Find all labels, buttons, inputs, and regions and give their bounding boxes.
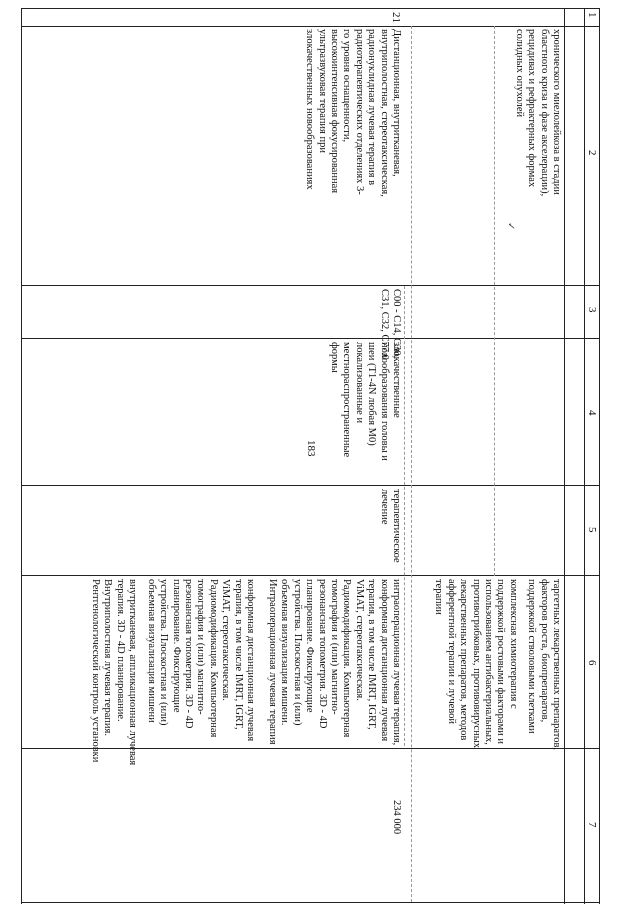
table-line bbox=[22, 338, 600, 339]
text-line: конформная дистанционная лучевая bbox=[378, 579, 390, 742]
text-line: шеи (T1-4N любая M0) bbox=[366, 342, 378, 446]
text-line: рецидивах и рефрактерных формах bbox=[526, 29, 538, 188]
text-line: объемная визуализация мишени bbox=[145, 579, 157, 723]
text-line: конформная дистанционная лучевая bbox=[245, 579, 256, 742]
row-number: 21 bbox=[390, 12, 402, 23]
table-line bbox=[599, 8, 600, 904]
text-line: факторов роста, биопрепаратов, bbox=[538, 579, 550, 723]
row-col2 bbox=[303, 29, 402, 197]
text-line: устройства. Плоскостная и (или) bbox=[158, 579, 170, 726]
text-line: афферентной терапии и лучевой bbox=[445, 579, 457, 725]
text-line: формы bbox=[328, 342, 340, 373]
text-line: С00 - С14, С30, bbox=[391, 289, 402, 359]
text-line: злокачественные bbox=[391, 342, 402, 418]
text-line: терапия, в том числе IMRT, IGRT, bbox=[366, 579, 378, 730]
column-header: 7 bbox=[586, 822, 598, 828]
text-line: Радиомодификация. Компьютерная bbox=[207, 579, 219, 738]
text-line: устройства. Плоскостная и (или) bbox=[291, 579, 303, 726]
table-line bbox=[584, 8, 585, 904]
text-line: солидных опухолей bbox=[513, 29, 525, 118]
table-line bbox=[21, 8, 22, 904]
text-line: терапия. 3D - 4D планирование. bbox=[114, 579, 126, 722]
continuation-col2 bbox=[512, 29, 562, 196]
column-header: 5 bbox=[586, 527, 598, 533]
table-line bbox=[22, 485, 600, 486]
text-line: томография и (или) магнитно- bbox=[328, 579, 340, 715]
text-line: локализованные и bbox=[353, 342, 365, 424]
text-line: терапии bbox=[433, 579, 445, 615]
row-col6-intraoperative bbox=[266, 579, 402, 745]
text-line: Интраоперационная лучевая терапия bbox=[266, 579, 278, 745]
column-header: 2 bbox=[586, 150, 598, 156]
text-line: интраоперационная лучевая терапия, bbox=[391, 579, 402, 746]
text-line: радионуклидная лучевая терапия в bbox=[366, 29, 378, 186]
text-line: терапия, в том числе IMRT, IGRT, bbox=[232, 579, 244, 730]
table-line bbox=[22, 575, 600, 576]
text-line: объемная визуализация мишени. bbox=[279, 579, 291, 726]
text-line: резонансная топометрия. 3D - 4D bbox=[182, 579, 194, 729]
text-line: местнораспространенные bbox=[341, 342, 353, 458]
text-line: использованием антибактериальных, bbox=[482, 579, 494, 745]
text-line: бластного криза и фазе акселерации), bbox=[538, 29, 550, 197]
text-line: внутриполостная, стереотаксическая, bbox=[378, 29, 390, 197]
text-line: комплексная химиотерапия с bbox=[507, 579, 519, 709]
text-line: Дистанционная, внутритканевая, bbox=[391, 29, 402, 177]
row-price: 234 000 bbox=[391, 800, 402, 835]
row-col6-conformal bbox=[144, 579, 256, 741]
pen-mark: ✓ bbox=[505, 222, 516, 231]
text-line: внутритканевая, аппликационная лучевая bbox=[127, 579, 138, 766]
page-number: 183 bbox=[305, 440, 317, 457]
column-header: 4 bbox=[586, 410, 598, 416]
table-line bbox=[22, 26, 600, 27]
text-line: лечение bbox=[378, 489, 390, 525]
text-line: ультразвуковая терапия при bbox=[316, 29, 328, 153]
text-line: радиотерапевтических отделениях 3- bbox=[353, 29, 365, 195]
row-col6-interstitial bbox=[88, 579, 138, 765]
text-line: терапевтическое bbox=[391, 489, 402, 563]
text-line: таргетных лекарственных препаратов, bbox=[551, 579, 562, 751]
text-line: го уровня оснащенности, bbox=[341, 29, 353, 143]
text-line: новообразования головы и bbox=[378, 342, 390, 461]
text-line: хронического миелолейкоза в стадии bbox=[551, 29, 562, 195]
scan-artifact bbox=[494, 26, 495, 576]
text-line: Внутриполостная лучевая терапия. bbox=[102, 579, 114, 737]
text-line: планирование. Фиксирующие bbox=[170, 579, 182, 713]
column-header: 3 bbox=[586, 307, 598, 313]
column-header: 1 bbox=[586, 12, 598, 18]
table-line bbox=[22, 8, 600, 9]
text-line: высокоинтенсивная фокусированная bbox=[328, 29, 340, 194]
table-line bbox=[22, 902, 600, 903]
continuation-col6 bbox=[432, 579, 562, 750]
table-line bbox=[22, 285, 600, 286]
text-line: томография и (или) магнитно- bbox=[195, 579, 207, 715]
text-line: злокачественных новообразованиях bbox=[304, 29, 316, 190]
text-line: противогрибковых, противовирусных bbox=[470, 579, 482, 749]
scan-artifact bbox=[411, 26, 412, 902]
row-col4 bbox=[328, 342, 402, 461]
text-line: ViMAT, стереотаксическая. bbox=[220, 579, 232, 701]
text-line bbox=[519, 579, 525, 750]
table-line bbox=[564, 8, 565, 904]
text-line: ViMAT, стереотаксическая. bbox=[353, 579, 365, 701]
text-line: Рентгенологический контроль установки bbox=[89, 579, 101, 763]
text-line: планирование. Фиксирующие bbox=[304, 579, 316, 713]
scan-artifact bbox=[404, 286, 405, 746]
text-line: поддержкой ростовыми факторами и bbox=[495, 579, 507, 745]
text-line: резонансная топометрия. 3D - 4D bbox=[316, 579, 328, 729]
text-line: Радиомодификация. Компьютерная bbox=[341, 579, 353, 738]
text-line: поддержкой стволовыми клетками bbox=[526, 579, 538, 734]
text-line: С31, С32, С77.0 bbox=[378, 289, 390, 360]
text-line: лекарственных препаратов, методов bbox=[458, 579, 470, 741]
column-header: 6 bbox=[586, 660, 598, 666]
row-col5 bbox=[377, 489, 402, 563]
